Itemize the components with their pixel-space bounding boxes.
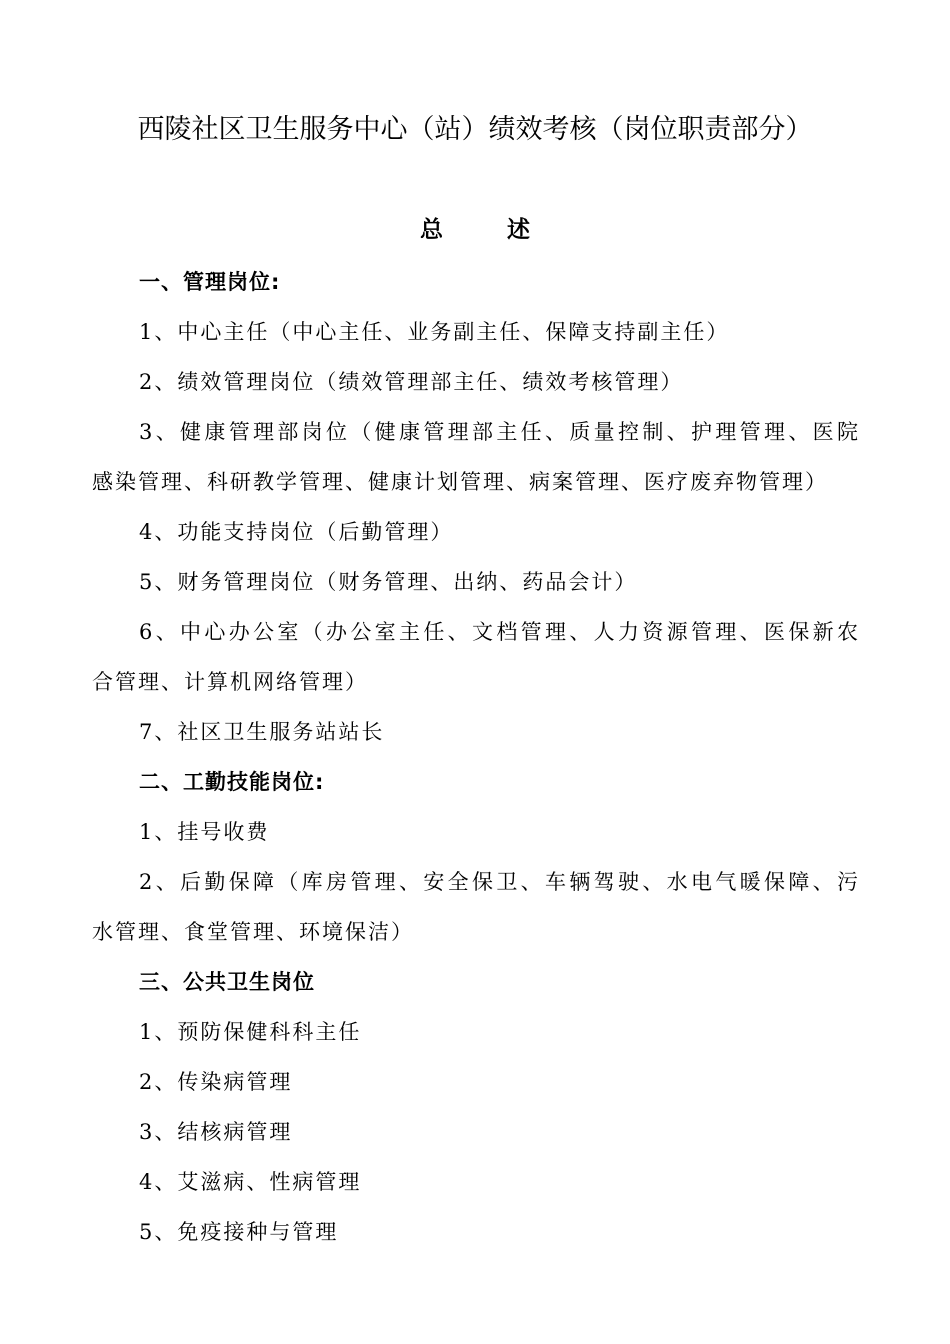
category-heading: 一、管理岗位: (139, 270, 281, 294)
section-heading (0, 212, 950, 248)
list-item-continuation: 水管理、食堂管理、环境保洁） (92, 920, 414, 944)
list-item-continuation: 合管理、计算机网络管理） (92, 670, 368, 694)
document-body (92, 257, 858, 1257)
list-item: 2、后勤保障（库房管理、安全保卫、车辆驾驶、水电气暖保障、污 (139, 870, 858, 894)
category-heading: 二、工勤技能岗位: (139, 770, 325, 794)
list-item: 2、绩效管理岗位（绩效管理部主任、绩效考核管理） (139, 370, 684, 394)
list-item: 4、艾滋病、性病管理 (139, 1170, 362, 1194)
document-title: 西陵社区卫生服务中心（站）绩效考核（岗位职责部分） (137, 114, 813, 145)
list-item: 7、社区卫生服务站站长 (139, 720, 385, 744)
list-item-continuation: 感染管理、科研教学管理、健康计划管理、病案管理、医疗废弃物管理） (92, 470, 828, 494)
list-item: 3、健康管理部岗位（健康管理部主任、质量控制、护理管理、医院 (139, 420, 858, 444)
list-item: 5、免疫接种与管理 (139, 1220, 339, 1244)
category-heading: 三、公共卫生岗位 (139, 970, 315, 994)
list-item: 2、传染病管理 (139, 1070, 293, 1094)
list-item: 4、功能支持岗位（后勤管理） (139, 520, 454, 544)
list-item: 6、中心办公室（办公室主任、文档管理、人力资源管理、医保新农 (139, 620, 858, 644)
list-item: 5、财务管理岗位（财务管理、出纳、药品会计） (139, 570, 638, 594)
list-item: 1、预防保健科科主任 (139, 1020, 362, 1044)
list-item: 1、挂号收费 (139, 820, 270, 844)
list-item: 1、中心主任（中心主任、业务副主任、保障支持副主任） (139, 320, 730, 344)
list-item: 3、结核病管理 (139, 1120, 293, 1144)
section-heading-text: 总 述 (419, 217, 531, 243)
